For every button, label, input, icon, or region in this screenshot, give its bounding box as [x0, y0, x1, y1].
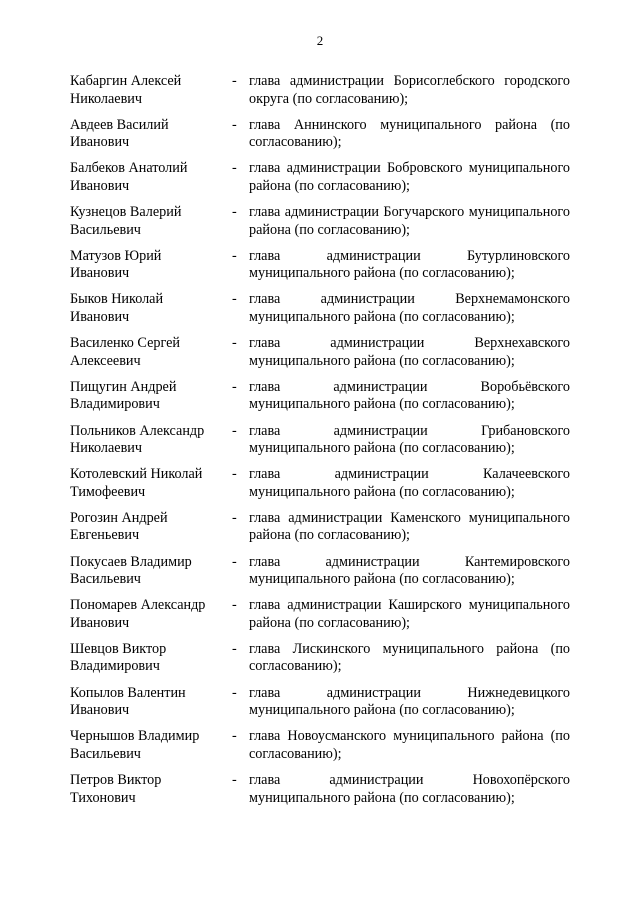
- surname-given: Петров Виктор: [70, 772, 162, 788]
- position-text: глава администрации Кантемировского муниципального района (по согласованию);: [249, 553, 570, 588]
- list-item: [70, 685, 570, 729]
- person-name: [70, 510, 230, 554]
- surname-given: Польников Александр: [70, 422, 205, 439]
- surname-given: Балбеков Анатолий: [70, 160, 188, 177]
- surname-given: Котолевский Николай: [70, 466, 203, 483]
- patronymic: Васильевич: [70, 571, 141, 588]
- patronymic: Иванович: [70, 308, 130, 325]
- person-name: [70, 728, 230, 772]
- dash: -: [232, 728, 237, 745]
- person-name: [70, 466, 230, 510]
- person-name: [70, 160, 230, 204]
- person-name: [70, 641, 230, 685]
- surname-given: Матузов Юрий: [70, 247, 162, 264]
- person-name: [70, 73, 230, 117]
- dash: -: [232, 378, 237, 395]
- position-text: глава администрации Бутурлиновского муниципального района (по согласованию);: [249, 247, 570, 282]
- position-text: глава администрации Верхнехавского муниципального района (по согласованию);: [249, 335, 570, 369]
- person-name: [70, 204, 230, 248]
- list-item: [70, 204, 570, 248]
- surname-given: Рогозин Андрей: [70, 509, 168, 526]
- list-item: [70, 554, 570, 598]
- person-name: [70, 423, 230, 467]
- position-text: глава Лискинского муниципального района (по согласованию);: [249, 640, 570, 675]
- surname-given: Авдеев Василий: [70, 116, 169, 133]
- dash: -: [232, 160, 237, 177]
- surname-given: Копылов Валентин: [70, 684, 186, 701]
- list-item: [70, 641, 570, 685]
- person-name: [70, 554, 230, 598]
- list-item: [70, 248, 570, 292]
- surname-given: Пищугин Андрей: [70, 378, 177, 395]
- list-item: [70, 335, 570, 379]
- person-name: [70, 291, 230, 335]
- person-name: [70, 335, 230, 379]
- person-name: [70, 248, 230, 292]
- patronymic: Васильевич: [70, 745, 141, 762]
- patronymic: Владимирович: [70, 396, 160, 413]
- patronymic: Иванович: [70, 265, 130, 282]
- list-item: [70, 597, 570, 641]
- dash: -: [232, 204, 237, 221]
- dash: -: [232, 116, 237, 133]
- dash: -: [232, 509, 237, 526]
- dash: -: [232, 772, 237, 788]
- position-text: глава администрации Верхнемамонского муниципального района (по согласованию);: [249, 291, 570, 325]
- patronymic: Тимофеевич: [70, 483, 146, 500]
- surname-given: Быков Николай: [70, 291, 164, 308]
- surname-given: Чернышов Владимир: [70, 728, 200, 745]
- member-list: [70, 73, 570, 816]
- surname-given: Шевцов Виктор: [70, 640, 167, 657]
- patronymic: Иванович: [70, 134, 130, 151]
- position-text: глава администрации Воробьёвского муниципального района (по согласованию);: [249, 378, 570, 413]
- patronymic: Иванович: [70, 702, 130, 719]
- list-item: [70, 160, 570, 204]
- patronymic: Евгеньевич: [70, 527, 140, 544]
- position-text: глава администрации Грибановского муниципального района (по согласованию);: [249, 422, 570, 456]
- position-text: глава администрации Калачеевского муниципального района (по согласованию);: [249, 466, 570, 500]
- patronymic: Тихонович: [70, 789, 136, 806]
- position-text: глава администрации Нижнедевицкого муниципального района (по согласованию);: [249, 684, 570, 719]
- patronymic: Николаевич: [70, 90, 143, 107]
- list-item: [70, 423, 570, 467]
- position-text: глава администрации Борисоглебского городского округа (по согласованию);: [249, 73, 570, 107]
- position-text: глава администрации Богучарского муниципального района (по согласованию);: [249, 204, 570, 238]
- dash: -: [232, 73, 237, 89]
- person-name: [70, 772, 230, 816]
- person-name: [70, 685, 230, 729]
- dash: -: [232, 291, 237, 308]
- list-item: [70, 510, 570, 554]
- list-item: [70, 73, 570, 117]
- list-item: [70, 728, 570, 772]
- page-number: 2: [316, 33, 324, 48]
- list-item: [70, 291, 570, 335]
- dash: -: [232, 335, 237, 352]
- position-text: глава администрации Новохопёрского муниципального района (по согласованию);: [249, 772, 570, 806]
- dash: -: [232, 684, 237, 701]
- dash: -: [232, 247, 237, 264]
- patronymic: Иванович: [70, 614, 130, 631]
- dash: -: [232, 597, 237, 614]
- patronymic: Алексеевич: [70, 352, 141, 369]
- surname-given: Кабаргин Алексей: [70, 73, 182, 89]
- list-item: [70, 772, 570, 816]
- surname-given: Василенко Сергей: [70, 335, 180, 352]
- position-text: глава администрации Каширского муниципального района (по согласованию);: [249, 597, 570, 631]
- person-name: [70, 117, 230, 161]
- patronymic: Васильевич: [70, 221, 141, 238]
- position-text: глава Аннинского муниципального района (по согласованию);: [249, 116, 570, 151]
- surname-given: Покусаев Владимир: [70, 553, 192, 570]
- patronymic: Иванович: [70, 177, 130, 194]
- list-item: [70, 379, 570, 423]
- surname-given: Кузнецов Валерий: [70, 204, 182, 221]
- patronymic: Владимирович: [70, 658, 160, 675]
- position-text: глава администрации Бобровского муниципального района (по согласованию);: [249, 160, 570, 194]
- person-name: [70, 597, 230, 641]
- dash: -: [232, 553, 237, 570]
- dash: -: [232, 422, 237, 439]
- dash: -: [232, 640, 237, 657]
- list-item: [70, 117, 570, 161]
- person-name: [70, 379, 230, 423]
- dash: -: [232, 466, 237, 483]
- surname-given: Пономарев Александр: [70, 597, 206, 614]
- position-text: глава администрации Каменского муниципального района (по согласованию);: [249, 509, 570, 544]
- position-text: глава Новоусманского муниципального района (по согласованию);: [249, 728, 570, 762]
- list-item: [70, 466, 570, 510]
- patronymic: Николаевич: [70, 440, 143, 456]
